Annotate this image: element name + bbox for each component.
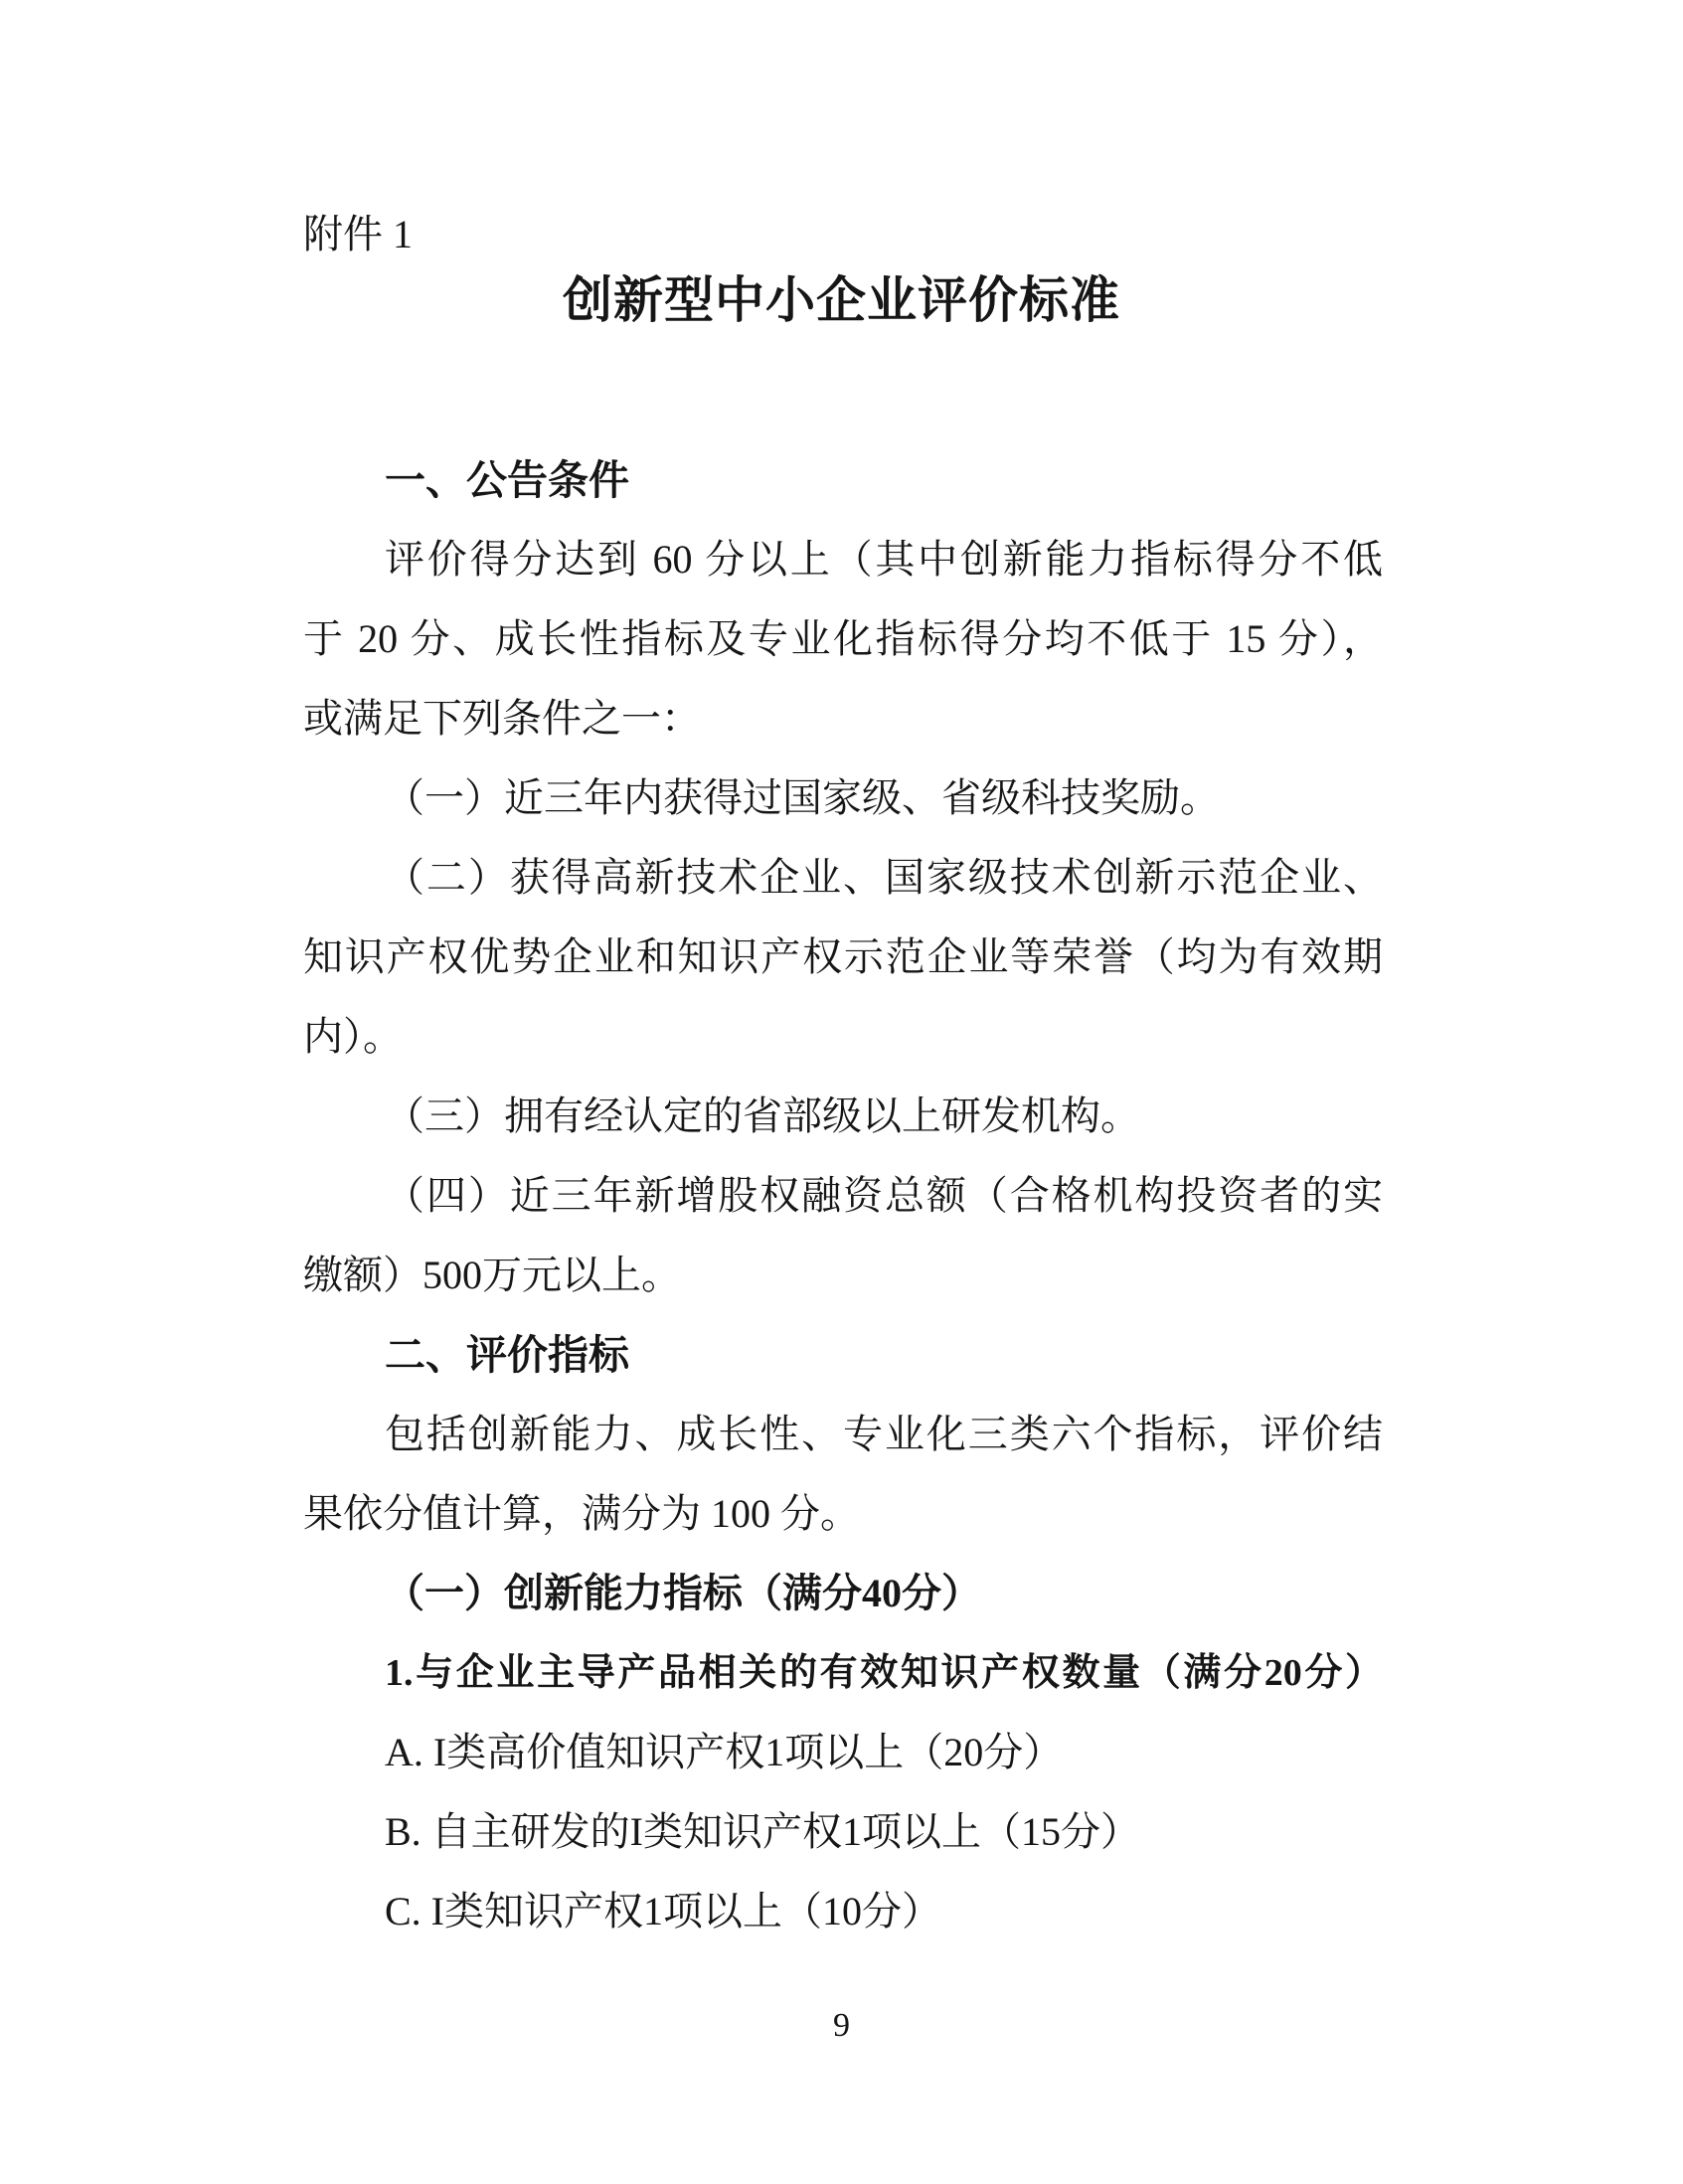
option-c-line: C. I类知识产权1项以上（10分） xyxy=(385,1889,941,1933)
section-heading-evaluation-indicators: 二、评价指标 xyxy=(385,1332,629,1378)
paragraph-line: 于 20 分、成长性指标及专业化指标得分均不低于 15 分）， xyxy=(303,616,1383,661)
list-item-4-continuation: 缴额）500万元以上。 xyxy=(303,1253,681,1297)
section-heading-announcement-conditions: 一、公告条件 xyxy=(385,457,629,503)
subsection-heading-innovation-capability: （一）创新能力指标（满分40分） xyxy=(385,1571,981,1615)
option-b-line: B. 自主研发的I类知识产权1项以上（15分） xyxy=(385,1809,1140,1854)
paragraph-line: 或满足下列条件之一： xyxy=(303,696,701,741)
attachment-label: 附件 1 xyxy=(303,212,413,256)
option-a-line: A. I类高价值知识产权1项以上（20分） xyxy=(385,1730,1064,1774)
list-item-4: （四）近三年新增股权融资总额（合格机构投资者的实 xyxy=(385,1173,1383,1218)
list-item-1: （一）近三年内获得过国家级、省级科技奖励。 xyxy=(385,775,1220,820)
list-item-3: （三）拥有经认定的省部级以上研发机构。 xyxy=(385,1093,1140,1138)
paragraph-line: 果依分值计算，满分为 100 分。 xyxy=(303,1491,860,1536)
list-item-2-continuation: 内）。 xyxy=(303,1014,403,1059)
page-number: 9 xyxy=(833,2007,850,2044)
document-title: 创新型中小企业评价标准 xyxy=(563,272,1120,328)
criterion-heading-ip-quantity: 1.与企业主导产品相关的有效知识产权数量（满分20分） xyxy=(385,1652,1383,1694)
paragraph-line: 评价得分达到 60 分以上（其中创新能力指标得分不低 xyxy=(385,537,1383,582)
list-item-2: （二）获得高新技术企业、国家级技术创新示范企业、 xyxy=(385,855,1383,900)
list-item-2-continuation: 知识产权优势企业和知识产权示范企业等荣誉（均为有效期 xyxy=(303,934,1383,979)
paragraph-line: 包括创新能力、成长性、专业化三类六个指标，评价结 xyxy=(385,1412,1383,1456)
document-body xyxy=(303,440,1383,1951)
